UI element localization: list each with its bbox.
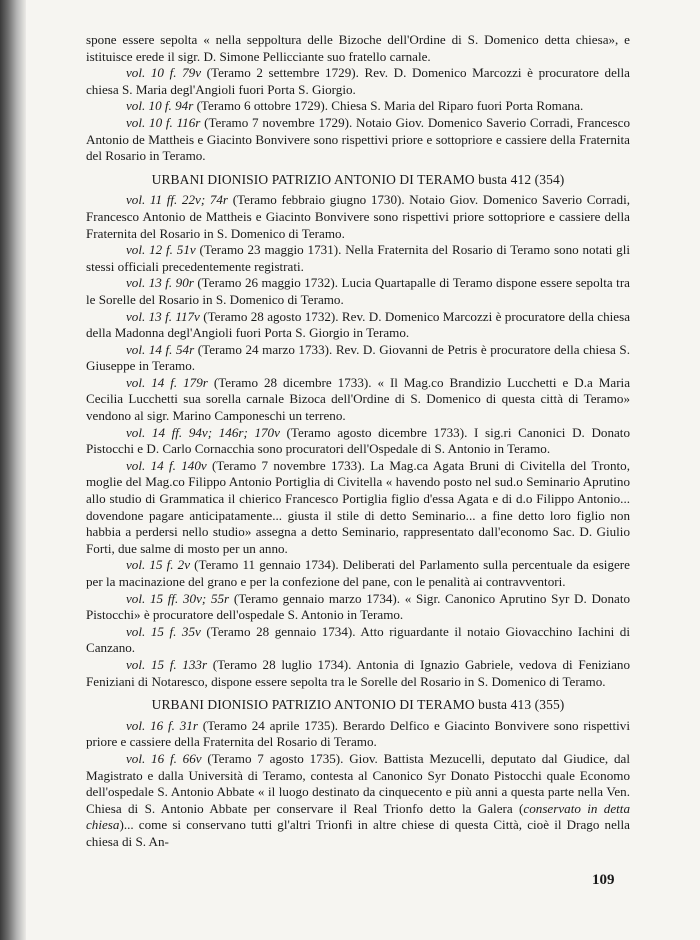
paragraph-text: (Teramo 11 gennaio 1734). Deliberati del Parlamento sulla percentuale da esigere per la macinazione del grano e per la confezione del pane, con le penalità ai contravventori. — [86, 557, 630, 589]
volume-reference: vol. 15 f. 2v — [126, 557, 191, 573]
paragraph-p10 — [86, 425, 630, 458]
paragraph-text: (Teramo gennaio marzo 1734). « Sigr. Canonico Aprutino Syr D. Donato Pistocchi» è procuratore dell'ospedale S. Antonio in Teramo. — [86, 590, 631, 623]
volume-reference: vol. 15 f. 133r — [126, 656, 208, 672]
paragraph-text: spone essere sepolta « nella seppoltura delle Bizoche dell'Ordine di S. Domenico detta chiesa», e istituisce erede il sigr. D. Simone Pellicciante suo fratello carnale. — [86, 32, 630, 64]
volume-reference: vol. 10 f. 116r — [126, 114, 201, 130]
section-heading: URBANI DIONISIO PATRIZIO ANTONIO DI TERAMO busta 413 (355) — [151, 697, 565, 713]
paragraph-text: (Teramo febbraio giugno 1730). Notaio Giov. Domenico Saverio Corradi, Francesco Antonio de Mattheis e Giacinto Bonvivere sono rispettivi priore sottopriore e cassiere della Fraternita del Rosario in S. Domenico di Teramo. — [86, 192, 630, 241]
paragraph-p0 — [86, 32, 630, 65]
volume-reference: vol. 15 f. 35v — [126, 623, 201, 639]
volume-reference: vol. 16 f. 66v — [126, 750, 202, 766]
paragraph-p16 — [86, 718, 630, 751]
paragraph-text: (Teramo 23 maggio 1731). Nella Fraternita del Rosario di Teramo sono notati gli stessi officiali precedentemente registrati. — [86, 242, 630, 274]
paragraph-p14 — [86, 624, 630, 657]
paragraph-text: (Teramo 26 maggio 1732). Lucia Quartapalle di Teramo dispone essere sepolta tra le Sorelle del Rosario in S. Domenico di Teramo. — [86, 275, 630, 307]
paragraph-p7 — [86, 309, 630, 342]
volume-reference: vol. 14 f. 179r — [126, 374, 208, 390]
volume-reference: vol. 12 f. 51v — [126, 242, 196, 258]
book-binding-shadow — [0, 0, 26, 940]
volume-reference: vol. 14 f. 140v — [126, 457, 207, 473]
paragraph-p12 — [86, 557, 630, 590]
paragraph-p1 — [86, 65, 630, 98]
page-number: 109 — [592, 872, 615, 888]
volume-reference: vol. 13 f. 90r — [126, 275, 194, 291]
paragraph-text: (Teramo 2 settembre 1729). Rev. D. Domenico Marcozzi è procuratore della chiesa S. Maria degl'Angioli fuori Porta S. Giorgio. — [86, 65, 630, 97]
paragraph-p8 — [86, 342, 630, 375]
paragraph-p6 — [86, 275, 630, 308]
paragraph-text: (Teramo 28 agosto 1732). Rev. D. Domenico Marcozzi è procuratore della chiesa della Madonna degl'Angioli fuori Porta S. Giorgio in Teramo. — [86, 308, 631, 341]
volume-reference: vol. 11 ff. 22v; 74r — [126, 192, 229, 208]
volume-reference: vol. 10 f. 94r — [126, 98, 194, 114]
paragraph-p3 — [86, 115, 630, 165]
paragraph-p9 — [86, 375, 630, 425]
paragraph-text: (Teramo 7 novembre 1729). Notaio Giov. Domenico Saverio Corradi, Francesco Antonio de Mattheis e Giacinto Bonvivere sono rispettivi priore e sottopriore e cassiere della Fraternita del Rosario in Teramo. — [86, 114, 631, 164]
volume-reference: vol. 16 f. 31r — [126, 717, 198, 733]
paragraph-text: (Teramo agosto dicembre 1733). I sig.ri Canonici D. Donato Pistocchi e D. Carlo Cornacchia sono procuratori dell'Ospedale di S. Antonio in Teramo. — [86, 424, 630, 457]
paragraph-text: (Teramo 24 marzo 1733). Rev. D. Giovanni de Petris è procuratore della chiesa S. Giuseppe in Teramo. — [86, 341, 630, 374]
volume-reference: conservato in detta chiesa — [86, 800, 630, 833]
paragraph-p4 — [86, 192, 630, 242]
volume-reference: vol. 14 f. 54r — [126, 341, 195, 357]
volume-reference: vol. 13 f. 117v — [126, 308, 200, 324]
paragraph-text: (Teramo 6 ottobre 1729). Chiesa S. Maria del Riparo fuori Porta Romana. — [193, 98, 584, 114]
volume-reference: vol. 10 f. 79v — [126, 65, 202, 81]
paragraph-text: (Teramo 7 agosto 1735). Giov. Battista Mezucelli, deputato dal Giudice, dal Magistrato e dalla Università di Teramo, contesta al Canonico Syr Donato Pistocchi quale Economo dell'ospedale S. Antonio Abbate « il luogo destinato da cinquecento e più anni a questa parte nella Ven. Chiesa di S. Antonio Abbate per conservare il Real Trionfo detto la Galera ( — [86, 750, 630, 816]
paragraph-text: (Teramo 28 dicembre 1733). « Il Mag.co Brandizio Lucchetti e D.a Maria Cecilia Lucchetti sua sorella carnale Bizoca dell'Ordine di S. Domenico di questa città di Teramo» vendono al sigr. Marino Camponeschi un terreno. — [86, 374, 631, 424]
paragraph-text: (Teramo 24 aprile 1735). Berardo Delfico e Giacinto Bonvivere sono rispettivi priore e cassiere della Fraternita del Rosario di Teramo. — [86, 717, 630, 750]
paragraph-p11 — [86, 458, 630, 558]
paragraph-p17 — [86, 751, 630, 851]
document-page-body — [86, 32, 630, 851]
paragraph-text: (Teramo 7 novembre 1733). La Mag.ca Agata Bruni di Civitella del Tronto, moglie del Mag.co Filippo Antonio Portiglia di Civitella « havendo posto nel sud.o Seminario Aprutino allo studio di Grammatica il chierico Francesco Portiglia figlio d'essa Agata e di d.o Filippo Antonio... dovendone pagare anticipatamente... giusta il stile di detto Seminario... a fine detto loro figlio non habbia a perdersi nello studio» assegna a detto Seminario, rappresentato dall'economo Sac. D. Giulio Forti, due salme di mosto per un anno. — [86, 457, 630, 556]
paragraph-p13 — [86, 591, 630, 624]
paragraph-text: (Teramo 28 luglio 1734). Antonia di Ignazio Gabriele, vedova di Feniziano Feniziani di Notaresco, dispone essere sepolta tra le Sorelle del Rosario in S. Domenico di Teramo. — [86, 656, 630, 689]
section-heading: URBANI DIONISIO PATRIZIO ANTONIO DI TERAMO busta 412 (354) — [151, 171, 565, 187]
paragraph-text: )... come si conservano tutti gl'altri Trionfi in altre chiese di questa Città, cioè il Drago nella chiesa di S. An- — [86, 817, 630, 849]
paragraph-text: (Teramo 28 gennaio 1734). Atto riguardante il notaio Giovacchino Iachini di Canzano. — [86, 623, 630, 656]
paragraph-p5 — [86, 242, 630, 275]
paragraph-p2 — [86, 98, 630, 115]
paragraph-p15 — [86, 657, 630, 690]
volume-reference: vol. 15 ff. 30v; 55r — [126, 590, 230, 606]
volume-reference: vol. 14 ff. 94v; 146r; 170v — [126, 424, 280, 440]
